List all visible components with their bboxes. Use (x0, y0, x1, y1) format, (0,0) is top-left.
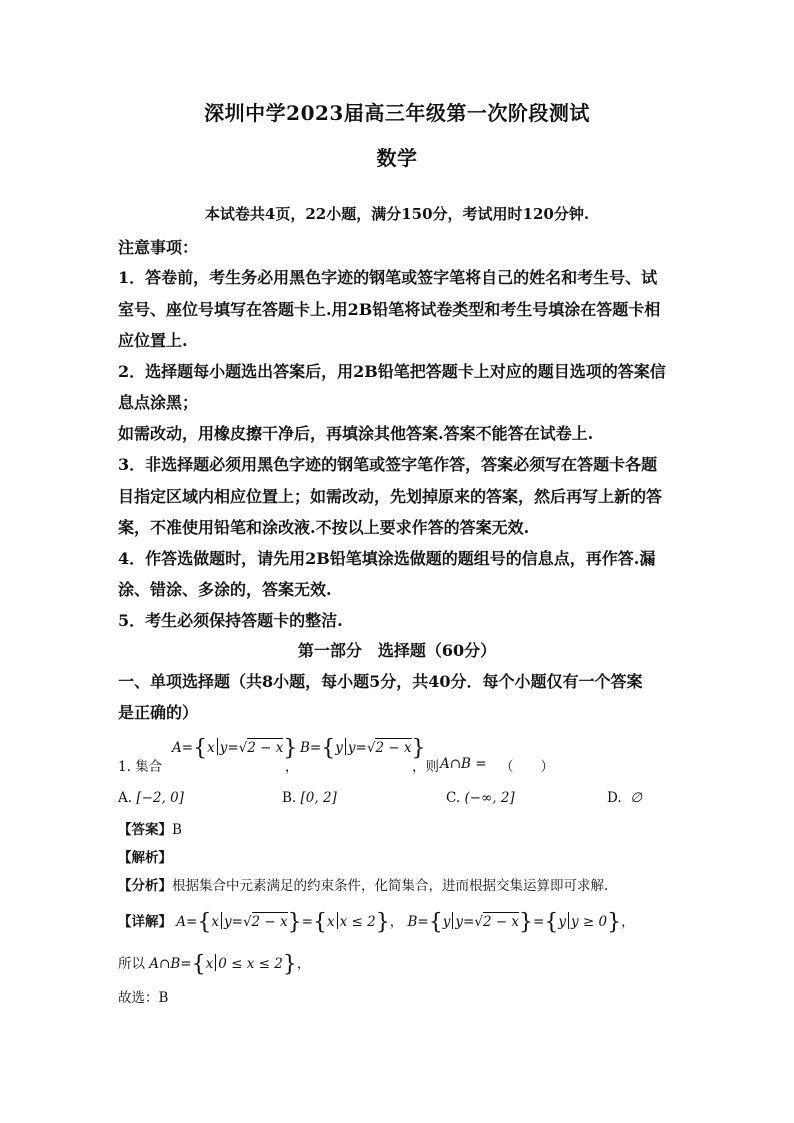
analysis-tag: 【解析】 (118, 850, 172, 866)
note-line: 案，不准使用铅笔和涂改液.不按以上要求作答的答案无效. (118, 518, 530, 537)
fenxi-line: 【分析】根据集合中元素满足的约束条件，化简集合，进而根据交集运算即可求解. (118, 878, 609, 894)
question-1-separator: ， (285, 759, 299, 775)
question-1-ask: A∩B = (440, 756, 487, 772)
subject-title: 数学 (376, 146, 418, 170)
section-heading: 一、单项选择题（共8小题，每小题5分，共40分．每个小题仅有一个答案 (118, 672, 643, 691)
detail-line: 【详解】 A={x y=√2 − x}={x x ≤ 2}， B={y y=√2 − x}={y y ≥ 0}， (118, 910, 635, 935)
exam-title: 深圳中学2023届高三年级第一次阶段测试 (204, 101, 590, 125)
option-d: D. ∅ (607, 790, 642, 806)
option-b: B. [0, 2] (282, 790, 337, 806)
section-heading-cont: 是正确的） (118, 703, 199, 722)
choose-line: 故选：B (118, 990, 169, 1006)
option-a: A. [−2, 0] (118, 790, 184, 806)
note-line: 3．非选择题必须用黑色字迹的钢笔或签字笔作答，答案必须写在答题卡各题 (118, 455, 658, 474)
question-1-set-a: A={x y=√2 − x} (172, 736, 298, 761)
note-line: 涂、错涂、多涂的，答案无效. (118, 580, 332, 599)
note-line: 如需改动，用橡皮擦干净后，再填涂其他答案.答案不能答在试卷上. (118, 424, 594, 443)
note-line: 5．考生必须保持答题卡的整洁. (118, 611, 343, 630)
therefore-line: 所以 A∩B={x 0 ≤ x ≤ 2}， (118, 952, 311, 977)
question-1-tail: ，则 (412, 759, 439, 775)
question-1-prefix: 1. 集合 (118, 759, 163, 775)
option-c: C. (−∞, 2] (446, 790, 515, 806)
note-line: 4．作答选做题时，请先用2B铅笔填涂选做题的题组号的信息点，再作答.漏 (118, 549, 656, 568)
exam-intro: 本试卷共4页，22小题，满分150分，考试用时120分钟. (204, 205, 590, 223)
question-1-set-b: B={y y=√2 − x} (300, 736, 426, 761)
part-title: 第一部分 选择题（60分） (297, 641, 497, 660)
notes-heading: 注意事项： (118, 238, 199, 257)
note-line: 息点涂黑； (118, 393, 199, 412)
note-line: 室号、座位号填写在答题卡上.用2B铅笔将试卷类型和考生号填涂在答题卡相 (118, 300, 661, 319)
note-line: 目指定区域内相应位置上；如需改动，先划掉原来的答案，然后再写上新的答 (118, 487, 663, 506)
answer-line: 【答案】B (118, 822, 182, 838)
note-line: 应位置上. (118, 331, 188, 350)
note-line: 1．答卷前，考生务必用黑色字迹的钢笔或签字笔将自己的姓名和考生号、试 (118, 268, 658, 287)
note-line: 2．选择题每小题选出答案后，用2B铅笔把答题卡上对应的题目选项的答案信 (118, 362, 666, 381)
question-1-paren: （ ） (500, 759, 554, 775)
